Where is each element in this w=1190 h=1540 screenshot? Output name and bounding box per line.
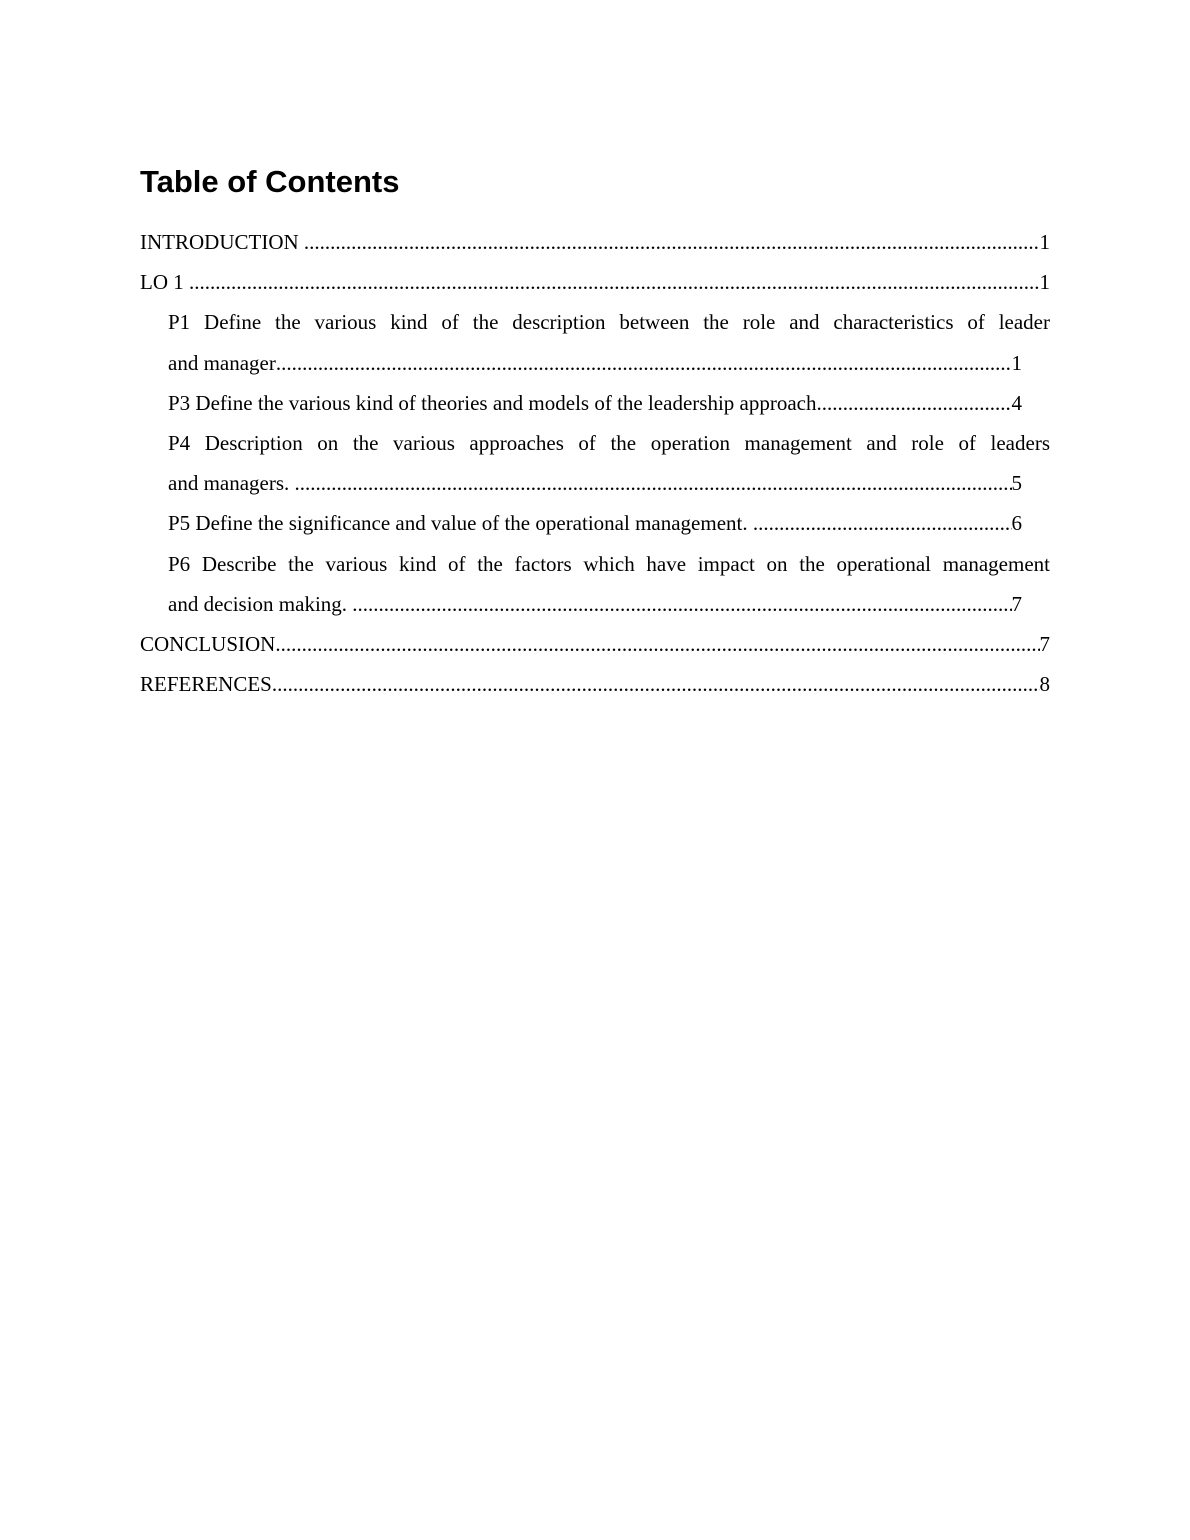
toc-entry-lo1[interactable] (140, 262, 1050, 302)
toc-entry-p1[interactable] (140, 302, 1050, 382)
toc-entry-p5[interactable] (140, 503, 1050, 543)
toc-entry-conclusion[interactable] (140, 624, 1050, 664)
dot-leader (753, 503, 1012, 543)
toc-page-number: 5 (1011, 471, 1022, 496)
toc-page-number: 8 (1039, 672, 1050, 697)
toc-title: Table of Contents (140, 164, 400, 199)
toc-page-number: 4 (1011, 390, 1022, 415)
toc-entry-text-line2: and managers. (168, 471, 295, 496)
toc-entry-p6[interactable] (140, 544, 1050, 624)
toc-page-number: 1 (1039, 230, 1050, 254)
toc-entry-text: LO 1 (140, 270, 189, 295)
toc-entry-p4[interactable] (140, 423, 1050, 503)
toc-entry-text-line1: P4 Description on the various approaches of the operation management and role of leaders (168, 431, 1050, 456)
toc-entry-text-line2: and decision making. (168, 591, 353, 616)
toc-list (140, 222, 1050, 704)
dot-leader (189, 262, 1040, 302)
dot-leader (276, 343, 1012, 383)
toc-page-number: 7 (1011, 591, 1022, 616)
toc-entry-text: REFERENCES (140, 672, 272, 697)
toc-entry-text-line1: P1 Define the various kind of the description between the role and characteristics of leader (168, 310, 1050, 335)
dot-leader (272, 664, 1040, 704)
toc-entry-text: INTRODUCTION (140, 230, 304, 254)
toc-entry-references[interactable] (140, 664, 1050, 704)
dot-leader (295, 463, 1012, 503)
toc-entry-p3[interactable] (140, 383, 1050, 423)
toc-entry-introduction[interactable] (140, 222, 1050, 262)
toc-page-number: 1 (1011, 350, 1022, 375)
toc-entry-text-line1: P6 Describe the various kind of the factors which have impact on the operational management (168, 551, 1050, 576)
toc-page-number: 1 (1039, 270, 1050, 295)
toc-page-number: 7 (1039, 632, 1050, 657)
toc-page-number: 6 (1011, 511, 1022, 536)
dot-leader (352, 584, 1011, 624)
toc-entry-text: P5 Define the significance and value of the operational management. (168, 511, 753, 536)
toc-entry-text-line2: and manager (168, 350, 276, 375)
toc-entry-text: P3 Define the various kind of theories and models of the leadership approach (168, 390, 817, 415)
toc-entry-text: CONCLUSION (140, 632, 276, 657)
dot-leader (275, 624, 1039, 664)
dot-leader (816, 383, 1011, 423)
dot-leader (304, 222, 1040, 262)
